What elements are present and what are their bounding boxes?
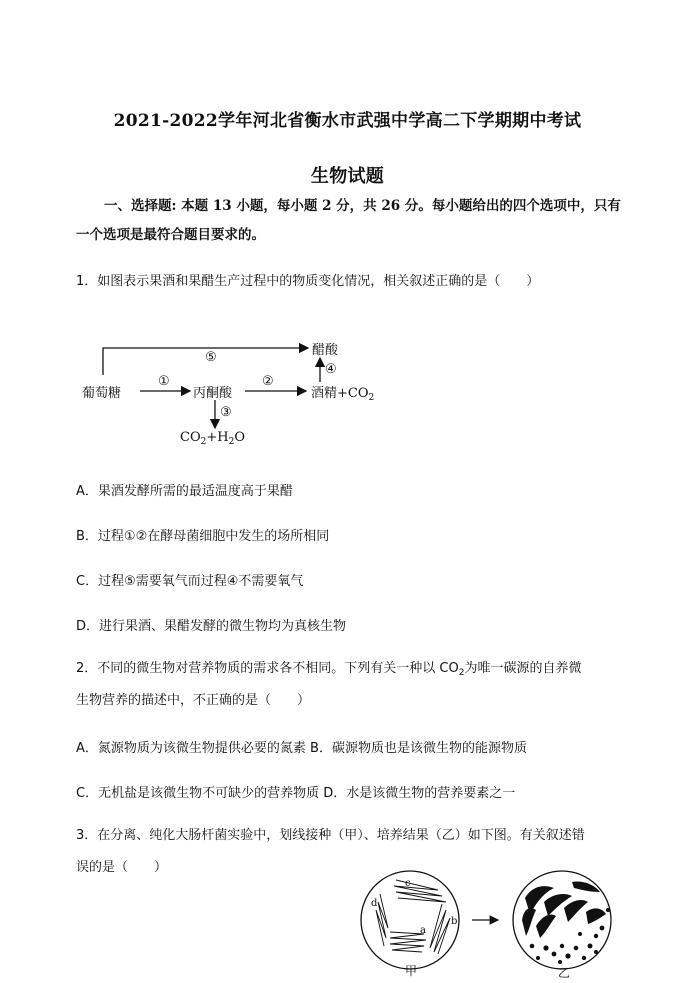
plate-jia-label: 甲 <box>405 964 418 978</box>
fermentation-diagram <box>0 330 695 460</box>
zone-d-label: d <box>371 898 378 909</box>
zone-c-label: c <box>405 878 411 889</box>
plate-yi-label: 乙 <box>558 966 571 980</box>
zone-a-label: a <box>420 925 426 936</box>
step-3-label: ③ <box>220 405 232 420</box>
pyruvate-label: 丙酮酸 <box>193 386 233 401</box>
step-1-label: ① <box>158 374 170 389</box>
step-2-label: ② <box>262 374 274 389</box>
step-4-label: ④ <box>325 362 337 377</box>
question-1-option-c: C．过程⑤需要氧气而过程④不需要氧气 <box>76 574 304 589</box>
glucose-label: 葡萄糖 <box>82 386 122 401</box>
exam-subtitle: 生物试题 <box>310 166 385 187</box>
question-2-options-cd: C．无机盐是该微生物不可缺少的营养物质 D．水是该微生物的营养要素之一 <box>76 786 516 801</box>
question-2-stem-line2: 生物营养的描述中，不正确的是（ ） <box>76 693 311 708</box>
question-2-stem-line1: 2．不同的微生物对营养物质的需求各不相同。下列有关一种以 $CO_2$为唯一碳源的自养微 <box>76 661 582 678</box>
question-1-option-a: A．果酒发酵所需的最适温度高于果醋 <box>76 484 293 499</box>
zone-b-label: b <box>451 916 458 927</box>
step-5-label: ⑤ <box>205 350 217 365</box>
exam-title: 2021-2022学年河北省衡水市武强中学高二下学期期中考试 <box>113 111 582 131</box>
section-instructions-line2: 一个选项是最符合题目要求的。 <box>76 227 265 243</box>
alcohol-co2-label: 酒精$+CO_2$ <box>311 386 375 403</box>
co2-h2o-label: $CO_2+H_2O$ <box>180 430 245 447</box>
question-2-options-ab: A．氮源物质为该微生物提供必要的氮素 B．碳源物质也是该微生物的能源物质 <box>76 741 527 756</box>
question-1-stem: 1．如图表示果酒和果醋生产过程中的物质变化情况，相关叙述正确的是（ ） <box>76 274 540 289</box>
acetic-acid-label: 醋酸 <box>312 343 339 358</box>
section-instructions <box>76 192 621 250</box>
question-3-stem-line1: 3．在分离、纯化大肠杆菌实验中，划线接种（甲）、培养结果（乙）如下图。有关叙述错 <box>76 828 585 843</box>
streak-plate-drawing <box>350 868 640 980</box>
question-1-option-d: D．进行果酒、果醋发酵的微生物均为真核生物 <box>76 619 347 634</box>
question-1-option-b: B．过程①②在酵母菌细胞中发生的场所相同 <box>76 529 330 544</box>
question-3-stem-line2: 误的是（ ） <box>76 860 168 875</box>
section-instructions-line1: 一、选择题: 本题 13 小题，每小题 2 分，共 26 分。每小题给出的四个选项中，只有 <box>104 198 621 214</box>
streak-plate-figure <box>350 868 640 980</box>
